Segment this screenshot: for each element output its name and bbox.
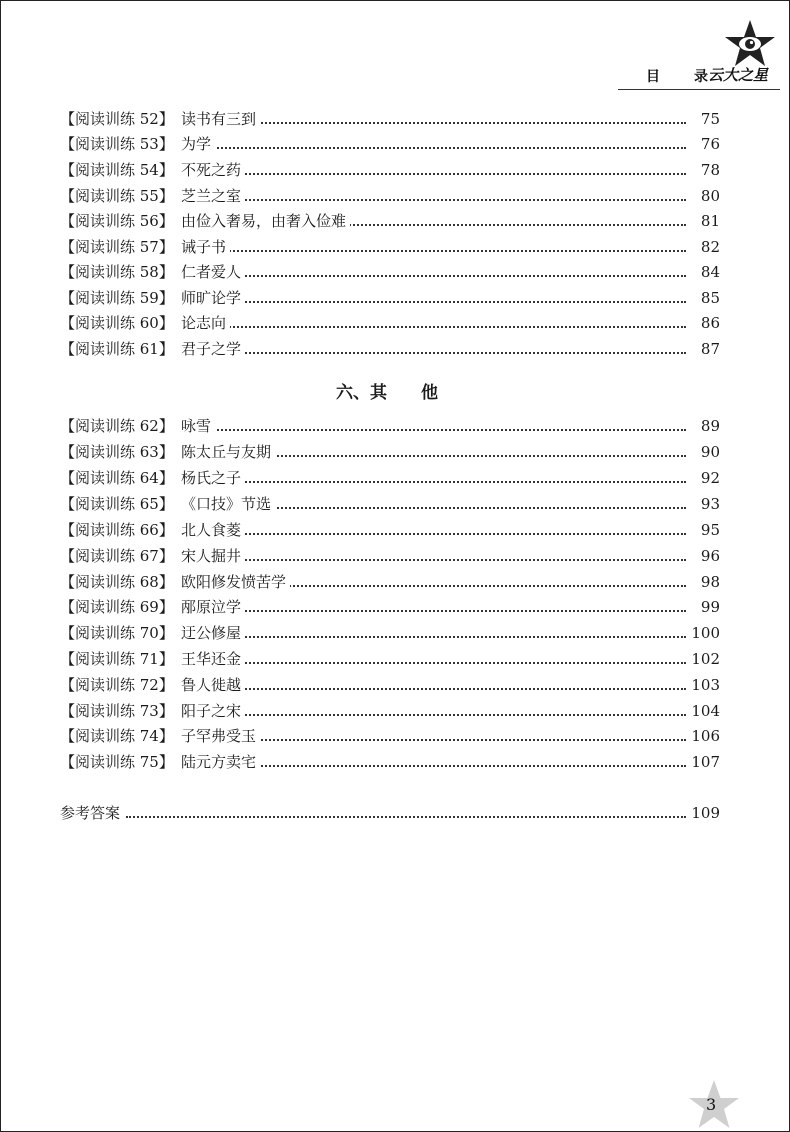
toc-page: 93	[700, 495, 720, 513]
toc-leader-dots	[190, 326, 686, 328]
toc-row[interactable]	[60, 725, 720, 747]
toc-title: 阳子之宋	[181, 700, 245, 722]
toc-title: 迂公修屋	[181, 622, 245, 644]
toc-label: 【阅读训练 53】	[60, 135, 174, 153]
toc-row[interactable]	[60, 312, 720, 334]
toc-row[interactable]	[60, 185, 720, 207]
toc-page: 75	[700, 110, 720, 128]
toc-label: 【阅读训练 74】	[60, 727, 174, 745]
toc-title: 由俭入奢易，由奢入俭难	[181, 210, 350, 232]
toc-page: 80	[700, 187, 720, 205]
toc-title: 北人食菱	[181, 519, 245, 541]
toc-row[interactable]	[60, 415, 720, 437]
header-divider	[618, 89, 780, 90]
toc-page: 78	[700, 161, 720, 179]
toc-title: 读书有三到	[181, 108, 260, 130]
toc-label: 【阅读训练 69】	[60, 598, 174, 616]
toc-label: 【阅读训练 67】	[60, 547, 174, 565]
toc-row[interactable]	[60, 236, 720, 258]
toc-title: 《口技》节选	[181, 493, 275, 515]
toc-leader-dots	[190, 429, 686, 431]
toc-leader-dots	[190, 533, 686, 535]
toc-label: 【阅读训练 73】	[60, 702, 174, 720]
toc-page: 86	[700, 314, 720, 332]
toc-title: 陆元方卖宅	[181, 751, 260, 773]
toc-leader-dots	[190, 610, 686, 612]
toc-label: 【阅读训练 75】	[60, 753, 174, 771]
toc-title: 为学	[181, 133, 215, 155]
toc-title: 陈太丘与友期	[181, 441, 275, 463]
brand-name: 云大之星	[708, 66, 769, 84]
toc-leader-dots	[190, 275, 686, 277]
toc-leader-dots	[190, 122, 686, 124]
toc-row[interactable]	[60, 108, 720, 130]
toc-page: 99	[700, 598, 720, 616]
toc-label: 【阅读训练 60】	[60, 314, 174, 332]
toc-title: 君子之学	[181, 338, 245, 360]
toc-leader-dots	[190, 199, 686, 201]
toc-page: 106	[691, 727, 720, 745]
toc-page: 103	[691, 676, 720, 694]
toc-label: 【阅读训练 59】	[60, 289, 174, 307]
header-title-part2: 录	[694, 69, 708, 85]
toc-page: 85	[700, 289, 720, 307]
answers-title: 参考答案	[60, 804, 121, 822]
toc-label: 【阅读训练 55】	[60, 187, 174, 205]
toc-label: 【阅读训练 58】	[60, 263, 174, 281]
toc-title: 欧阳修发愤苦学	[181, 571, 290, 593]
toc-row[interactable]	[60, 159, 720, 181]
toc-leader-dots	[190, 714, 686, 716]
toc-title: 师旷论学	[181, 287, 245, 309]
toc-page: 107	[691, 753, 720, 771]
toc-label: 【阅读训练 63】	[60, 443, 174, 461]
toc-title: 宋人掘井	[181, 545, 245, 567]
toc-label: 【阅读训练 57】	[60, 238, 174, 256]
answers-row[interactable]	[60, 802, 720, 824]
toc-leader-dots	[190, 481, 686, 483]
toc-page: 89	[700, 417, 720, 435]
toc-title: 论志向	[181, 312, 230, 334]
toc-row[interactable]	[60, 596, 720, 618]
toc-leader-dots	[190, 765, 686, 767]
toc-leader-dots	[190, 147, 686, 149]
toc-page: 90	[700, 443, 720, 461]
toc-page: 95	[700, 521, 720, 539]
toc-title: 仁者爱人	[181, 261, 245, 283]
toc-row[interactable]	[60, 622, 720, 644]
toc-leader-dots	[190, 662, 686, 664]
toc-page: 98	[700, 573, 720, 591]
toc-leader-dots	[126, 816, 686, 818]
toc-row[interactable]	[60, 287, 720, 309]
toc-row[interactable]	[60, 467, 720, 489]
toc-leader-dots	[190, 739, 686, 741]
toc-title: 咏雪	[181, 415, 215, 437]
toc-row[interactable]	[60, 441, 720, 463]
toc-leader-dots	[190, 636, 686, 638]
toc-row[interactable]	[60, 493, 720, 515]
toc-leader-dots	[190, 301, 686, 303]
toc-row[interactable]	[60, 700, 720, 722]
toc-page: 84	[700, 263, 720, 281]
toc-label: 【阅读训练 66】	[60, 521, 174, 539]
answers-page: 109	[691, 804, 720, 822]
toc-leader-dots	[190, 250, 686, 252]
toc-leader-dots	[190, 559, 686, 561]
toc-page: 87	[700, 340, 720, 358]
toc-leader-dots	[190, 173, 686, 175]
toc-title: 诫子书	[181, 236, 230, 258]
toc-page: 100	[691, 624, 720, 642]
toc-label: 【阅读训练 64】	[60, 469, 174, 487]
toc-leader-dots	[190, 352, 686, 354]
header-title-part1: 目	[646, 69, 660, 85]
toc-label: 【阅读训练 68】	[60, 573, 174, 591]
toc-label: 【阅读训练 56】	[60, 212, 174, 230]
toc-leader-dots	[190, 688, 686, 690]
toc-label: 【阅读训练 54】	[60, 161, 174, 179]
toc-row[interactable]	[60, 133, 720, 155]
toc-label: 【阅读训练 70】	[60, 624, 174, 642]
toc-title: 子罕弗受玉	[181, 725, 260, 747]
toc-page: 81	[700, 212, 720, 230]
toc-row[interactable]	[60, 210, 720, 232]
toc-page: 104	[691, 702, 720, 720]
toc-row[interactable]	[60, 674, 720, 696]
toc-row[interactable]	[60, 519, 720, 541]
toc-row[interactable]	[60, 751, 720, 773]
toc-row[interactable]	[60, 648, 720, 670]
toc-page: 96	[700, 547, 720, 565]
toc-row[interactable]	[60, 261, 720, 283]
page-number: 3	[706, 1095, 717, 1114]
toc-title: 鲁人徙越	[181, 674, 245, 696]
toc-page: 82	[700, 238, 720, 256]
toc-title: 王华还金	[181, 648, 245, 670]
toc-label: 【阅读训练 72】	[60, 676, 174, 694]
toc-page: 92	[700, 469, 720, 487]
toc-row[interactable]	[60, 571, 720, 593]
toc-row[interactable]	[60, 338, 720, 360]
toc-label: 【阅读训练 61】	[60, 340, 174, 358]
toc-label: 【阅读训练 65】	[60, 495, 174, 513]
toc-title: 芝兰之室	[181, 185, 245, 207]
toc-label: 【阅读训练 62】	[60, 417, 174, 435]
toc-title: 杨氏之子	[181, 467, 245, 489]
toc-title: 不死之药	[181, 159, 245, 181]
toc-label: 【阅读训练 52】	[60, 110, 174, 128]
toc-page: 76	[700, 135, 720, 153]
toc-label: 【阅读训练 71】	[60, 650, 174, 668]
star-eye-logo-icon	[722, 18, 778, 70]
toc-row[interactable]	[60, 545, 720, 567]
toc-title: 邴原泣学	[181, 596, 245, 618]
section-heading: 六、其 他	[336, 383, 438, 403]
toc-page: 102	[691, 650, 720, 668]
